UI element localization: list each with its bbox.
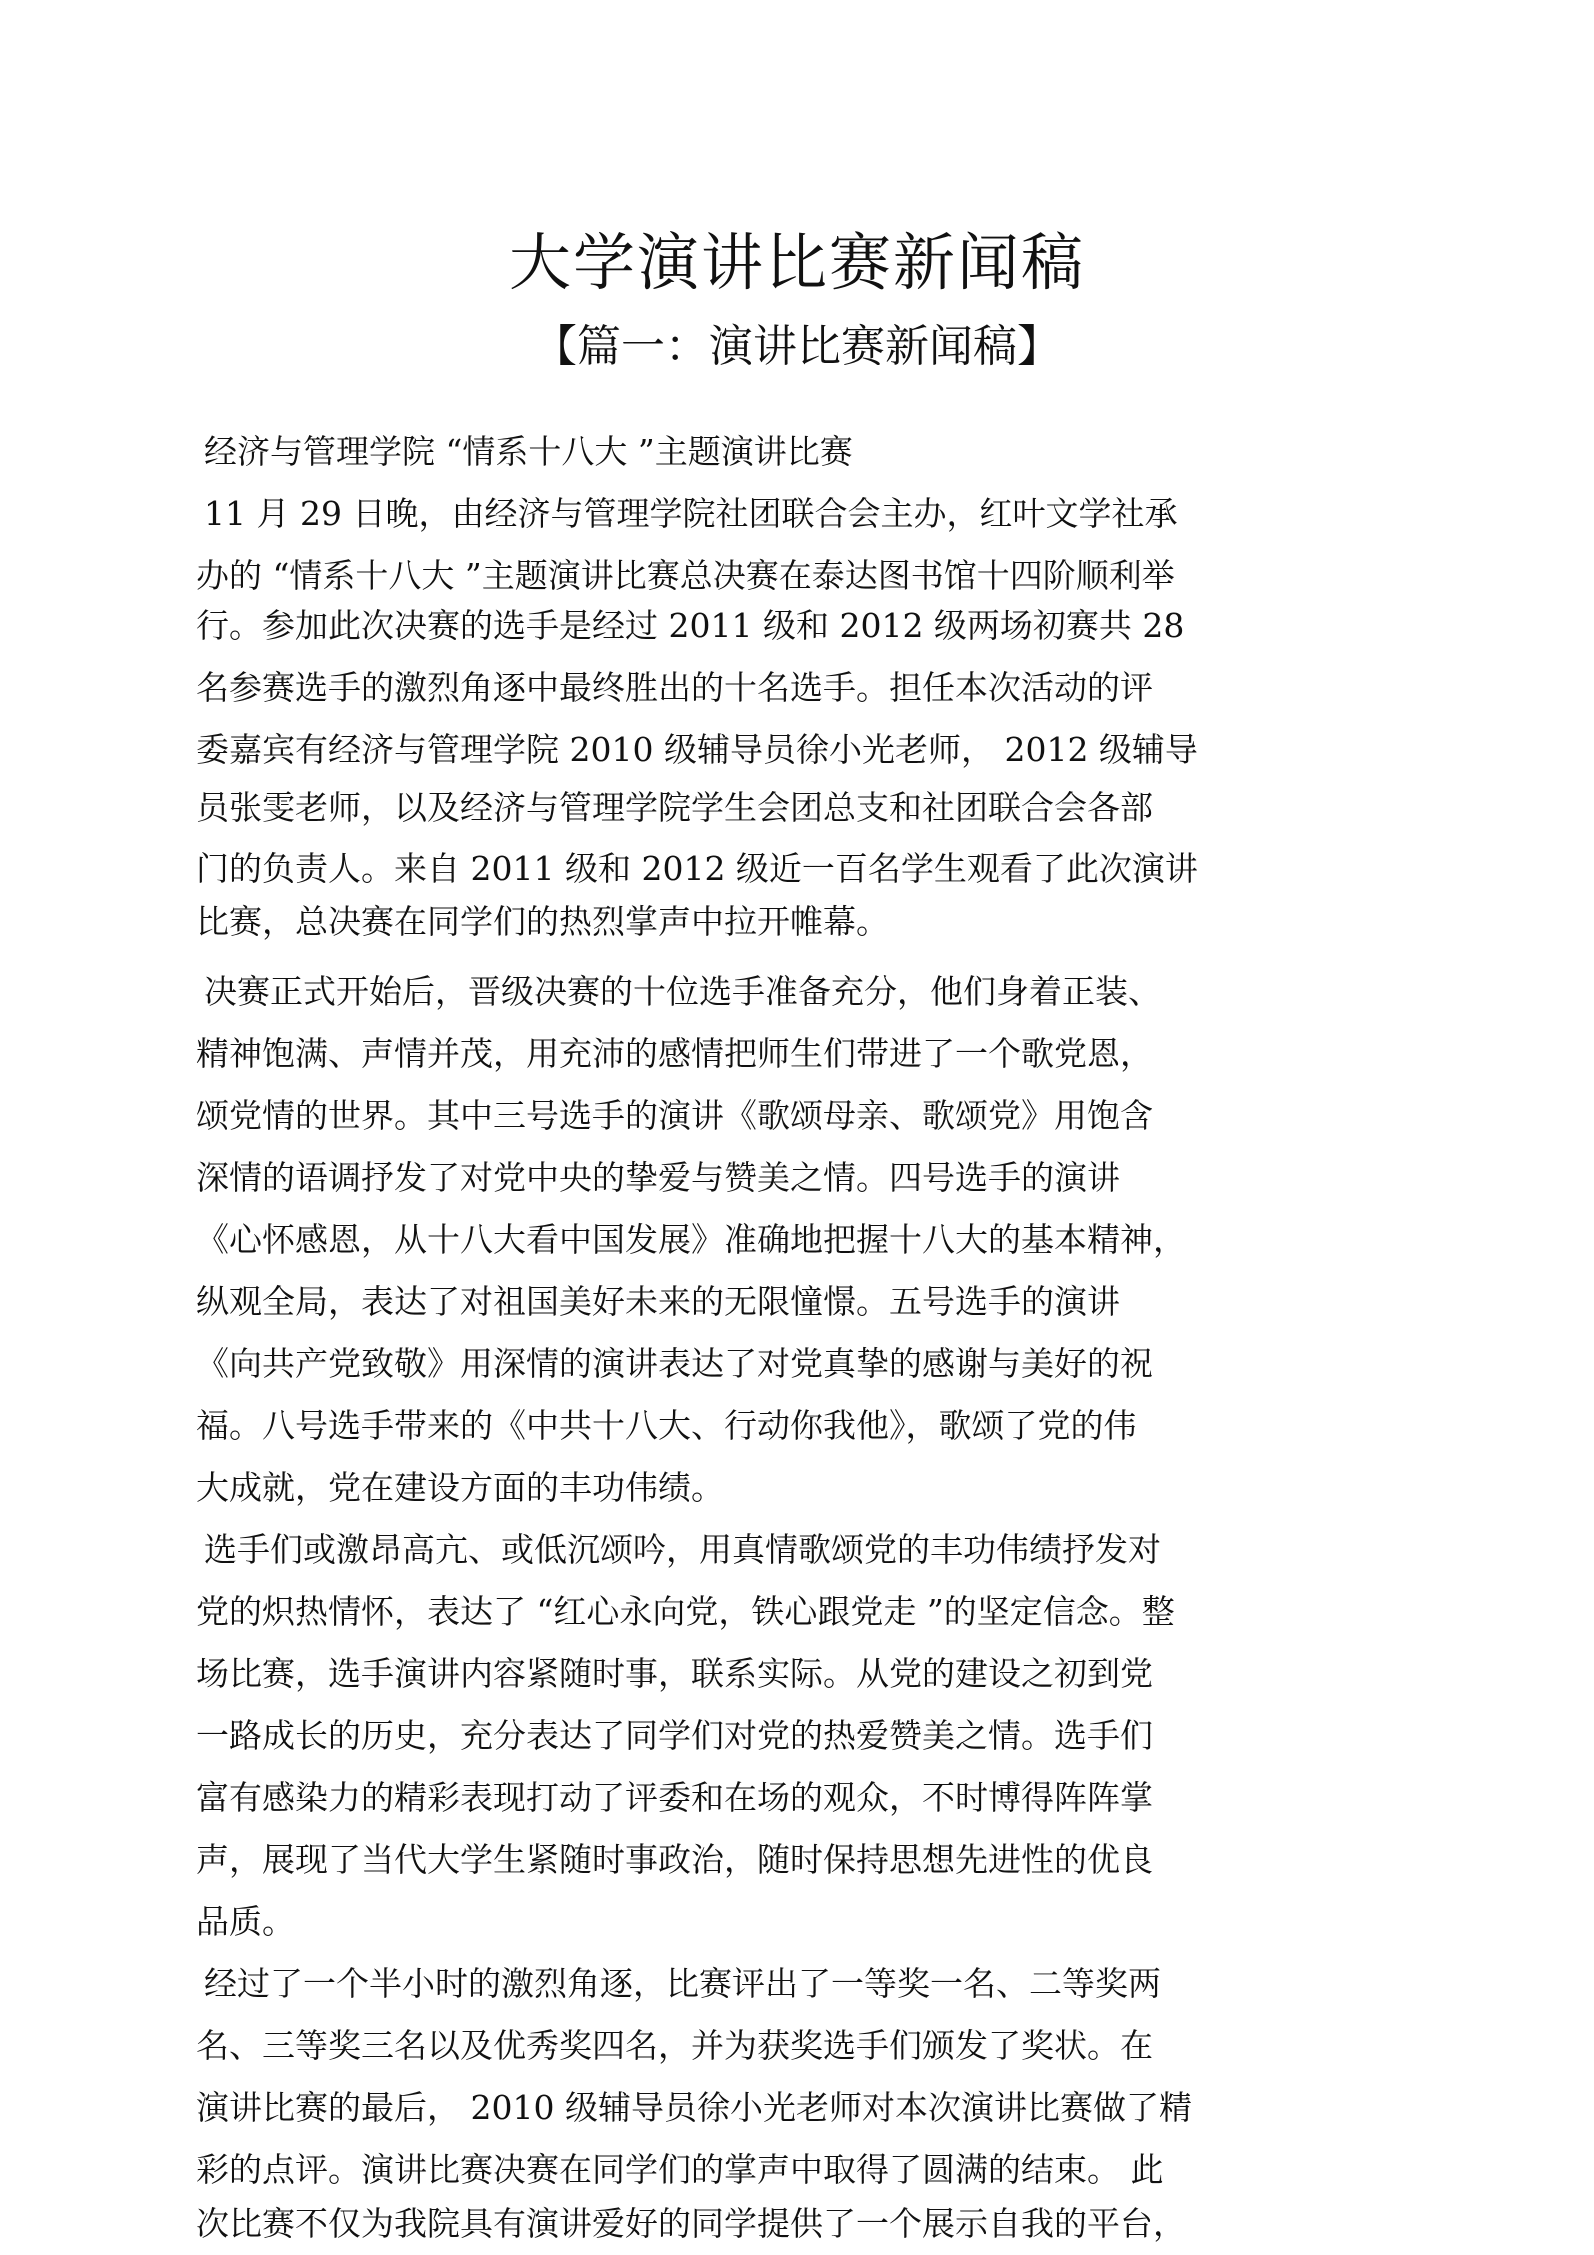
text-line: 精神饱满、声情并茂，用充沛的感情把师生们带进了一个歌党恩， [196,1034,1153,1073]
text-line: 门的负责人。来自 2011 级和 2012 级近一百名学生观看了此次演讲 [196,849,1198,888]
text-line: 行。参加此次决赛的选手是经过 2011 级和 2012 级两场初赛共 28 [196,606,1185,645]
text-line: 委嘉宾有经济与管理学院 2010 级辅导员徐小光老师， 2012 级辅导 [196,730,1198,769]
text-line: 福。八号选手带来的《中共十八大、行动你我他》，歌颂了党的伟 [196,1406,1137,1445]
text-line: 演讲比赛的最后， 2010 级辅导员徐小光老师对本次演讲比赛做了精 [196,2088,1192,2127]
text-line: 名、三等奖三名以及优秀奖四名，并为获奖选手们颁发了奖状。在 [196,2026,1153,2065]
text-line: 大成就，党在建设方面的丰功伟绩。 [196,1468,724,1507]
text-line: 一路成长的历史，充分表达了同学们对党的热爱赞美之情。选手们 [196,1716,1153,1755]
text-line: 场比赛，选手演讲内容紧随时事，联系实际。从党的建设之初到党 [196,1654,1153,1693]
text-line: 经济与管理学院 “情系十八大 ”主题演讲比赛 [204,432,853,471]
text-line: 11 月 29 日晚，由经济与管理学院社团联合会主办，红叶文学社承 [204,494,1178,533]
text-line: 深情的语调抒发了对党中央的挚爱与赞美之情。四号选手的演讲 [196,1158,1120,1197]
text-line: 富有感染力的精彩表现打动了评委和在场的观众，不时博得阵阵掌 [196,1778,1153,1817]
text-line: 彩的点评。演讲比赛决赛在同学们的掌声中取得了圆满的结束。 此 [196,2150,1164,2189]
text-line: 党的炽热情怀，表达了 “红心永向党，铁心跟党走 ”的坚定信念。整 [196,1592,1175,1631]
text-line: 颂党情的世界。其中三号选手的演讲《歌颂母亲、歌颂党》用饱含 [196,1096,1153,1135]
text-line: 比赛，总决赛在同学们的热烈掌声中拉开帷幕。 [196,902,889,941]
text-line: 《心怀感恩，从十八大看中国发展》准确地把握十八大的基本精神， [196,1220,1186,1259]
text-line: 选手们或激昂高亢、或低沉颂吟，用真情歌颂党的丰功伟绩抒发对 [204,1530,1161,1569]
text-line: 品质。 [196,1902,295,1941]
text-line: 纵观全局，表达了对祖国美好未来的无限憧憬。五号选手的演讲 [196,1282,1120,1321]
text-line: 决赛正式开始后，晋级决赛的十位选手准备充分，他们身着正装、 [204,972,1161,1011]
document-subtitle: 【篇一：演讲比赛新闻稿】 [533,321,1061,372]
text-line: 员张雯老师，以及经济与管理学院学生会团总支和社团联合会各部 [196,788,1153,827]
text-line: 次比赛不仅为我院具有演讲爱好的同学提供了一个展示自我的平台， [196,2204,1186,2243]
text-line: 《向共产党致敬》用深情的演讲表达了对党真挚的感谢与美好的祝 [196,1344,1153,1383]
text-line: 名参赛选手的激烈角逐中最终胜出的十名选手。担任本次活动的评 [196,668,1153,707]
text-line: 办的 “情系十八大 ”主题演讲比赛总决赛在泰达图书馆十四阶顺利举 [196,556,1175,595]
text-line: 声，展现了当代大学生紧随时事政治，随时保持思想先进性的优良 [196,1840,1153,1879]
text-line: 经过了一个半小时的激烈角逐，比赛评出了一等奖一名、二等奖两 [204,1964,1161,2003]
document-title: 大学演讲比赛新闻稿 [508,226,1085,299]
